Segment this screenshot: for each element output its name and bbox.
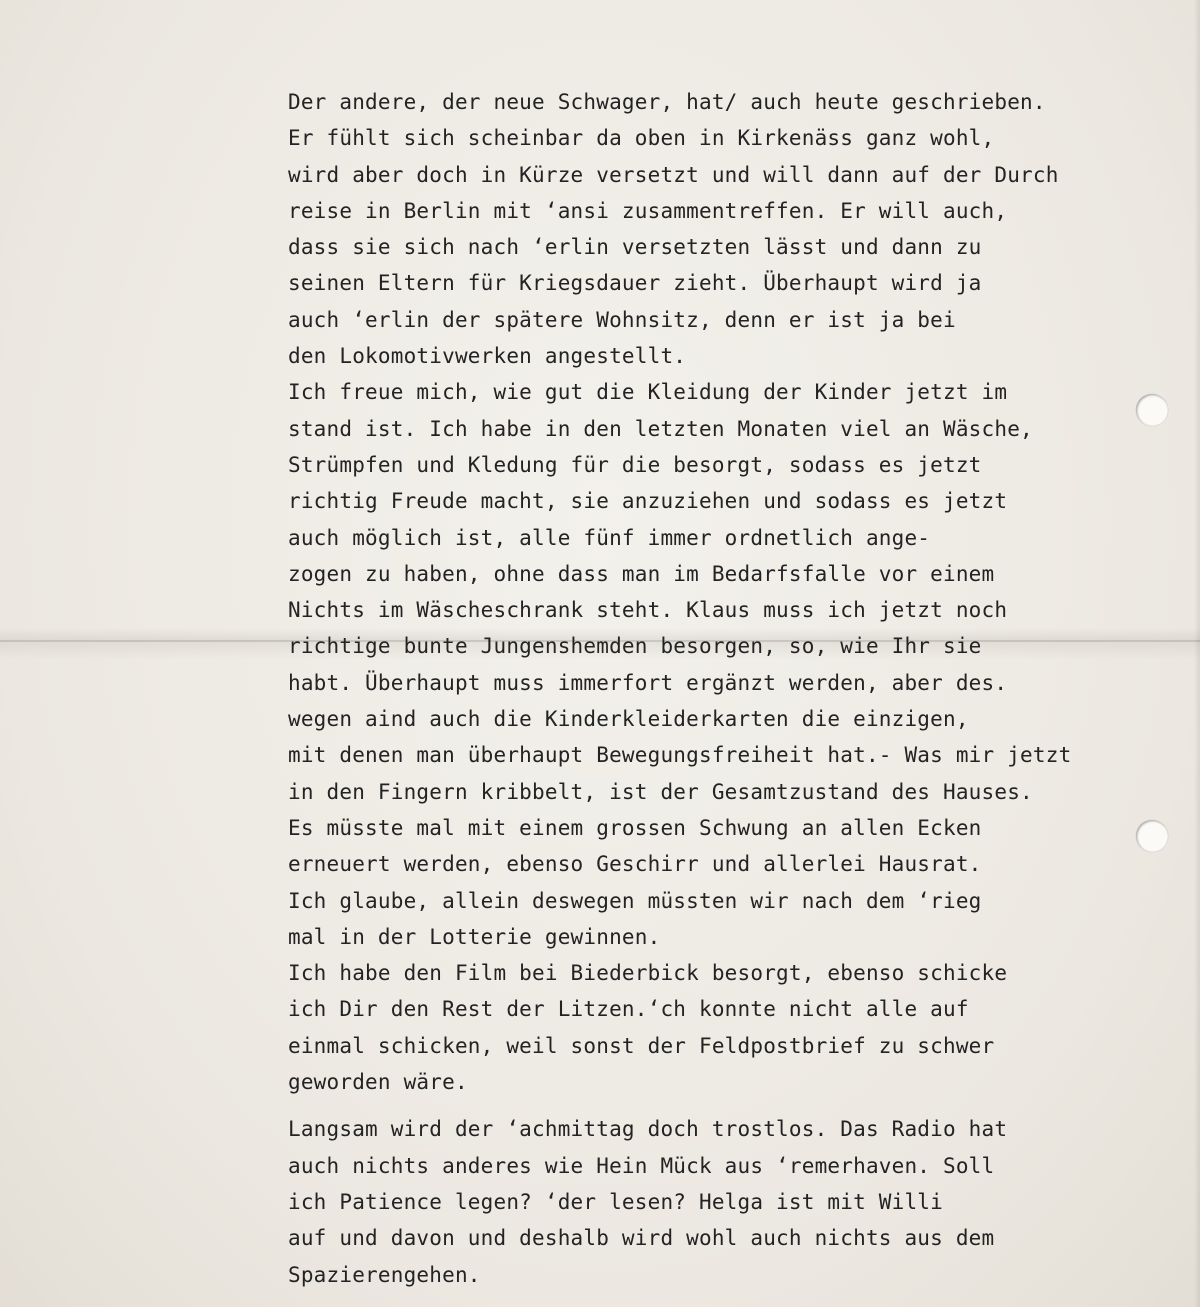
text-line: Der andere, der neue Schwager, hat/ auch heute geschrieben. xyxy=(288,90,1046,114)
text-line: habt. Überhaupt muss immerfort ergänzt werden, aber des. xyxy=(288,670,1008,695)
text-line: Spazierengehen. xyxy=(288,1262,481,1287)
text-line: dass sie sich nach ‘erlin versetzten lässt und dann zu xyxy=(288,235,982,260)
text-line: wird aber doch in Kürze versetzt und will dann auf der Durch xyxy=(288,162,1059,187)
text-line: auch möglich ist, alle fünf immer ordnetlich ange- xyxy=(288,525,931,550)
text-line: ich Patience legen? ‘der lesen? Helga ist mit Willi xyxy=(288,1189,943,1214)
text-line: auch nichts anderes wie Hein Mück aus ‘remerhaven. Soll xyxy=(288,1153,995,1178)
text-line: richtige bunte Jungenshemden besorgen, so, wie Ihr sie xyxy=(288,634,982,659)
text-line: Ich glaube, allein deswegen müssten wir nach dem ‘rieg xyxy=(288,888,982,913)
text-line: Ich habe den Film bei Biederbick besorgt, ebenso schicke xyxy=(288,961,1008,986)
text-line: den Lokomotivwerken angestellt. xyxy=(288,344,687,369)
text-line: ich Dir den Rest der Litzen.‘ch konnte nicht alle auf xyxy=(288,997,969,1022)
text-line: zogen zu haben, ohne dass man im Bedarfsfalle vor einem xyxy=(288,561,995,586)
paper-edge-shadow xyxy=(1194,0,1200,1307)
text-line: in den Fingern kribbelt, ist der Gesamtzustand des Hauses. xyxy=(288,779,1033,804)
paragraph-2 xyxy=(288,374,1193,955)
text-line: einmal schicken, weil sonst der Feldpostbrief zu schwer xyxy=(288,1033,995,1058)
text-line: mal in der Lotterie gewinnen. xyxy=(288,924,661,949)
text-line: richtig Freude macht, sie anzuziehen und sodass es jetzt xyxy=(288,489,1008,514)
letter-body xyxy=(288,84,1193,1293)
text-line: geworden wäre. xyxy=(288,1070,468,1095)
paragraph-1 xyxy=(288,84,1193,374)
text-line: Strümpfen und Kledung für die besorgt, sodass es jetzt xyxy=(288,452,982,477)
text-line: Es müsste mal mit einem grossen Schwung an allen Ecken xyxy=(288,815,982,840)
text-line: Er fühlt sich scheinbar da oben in Kirkenäss ganz wohl, xyxy=(288,126,995,151)
text-line: Langsam wird der ‘achmittag doch trostlos. Das Radio hat xyxy=(288,1117,1008,1142)
text-line: Nichts im Wäscheschrank steht. Klaus muss ich jetzt noch xyxy=(288,598,1008,623)
text-line: auch ‘erlin der spätere Wohnsitz, denn er ist ja bei xyxy=(288,307,956,332)
text-line: erneuert werden, ebenso Geschirr und allerlei Hausrat. xyxy=(288,852,982,877)
paragraph-3 xyxy=(288,955,1193,1100)
text-line: seinen Eltern für Kriegsdauer zieht. Überhaupt wird ja xyxy=(288,271,982,296)
paragraph-4 xyxy=(288,1111,1193,1292)
text-line: auf und davon und deshalb wird wohl auch nichts aus dem xyxy=(288,1226,995,1251)
text-line: Ich freue mich, wie gut die Kleidung der Kinder jetzt im xyxy=(288,380,1008,405)
paragraph-spacer xyxy=(288,1100,1193,1111)
text-line: reise in Berlin mit ‘ansi zusammentreffen. Er will auch, xyxy=(288,198,1008,223)
text-line: mit denen man überhaupt Bewegungsfreiheit hat.- Was mir jetzt xyxy=(288,743,1072,768)
text-line: stand ist. Ich habe in den letzten Monaten viel an Wäsche, xyxy=(288,416,1033,441)
text-line: wegen aind auch die Kinderkleiderkarten die einzigen, xyxy=(288,707,969,732)
